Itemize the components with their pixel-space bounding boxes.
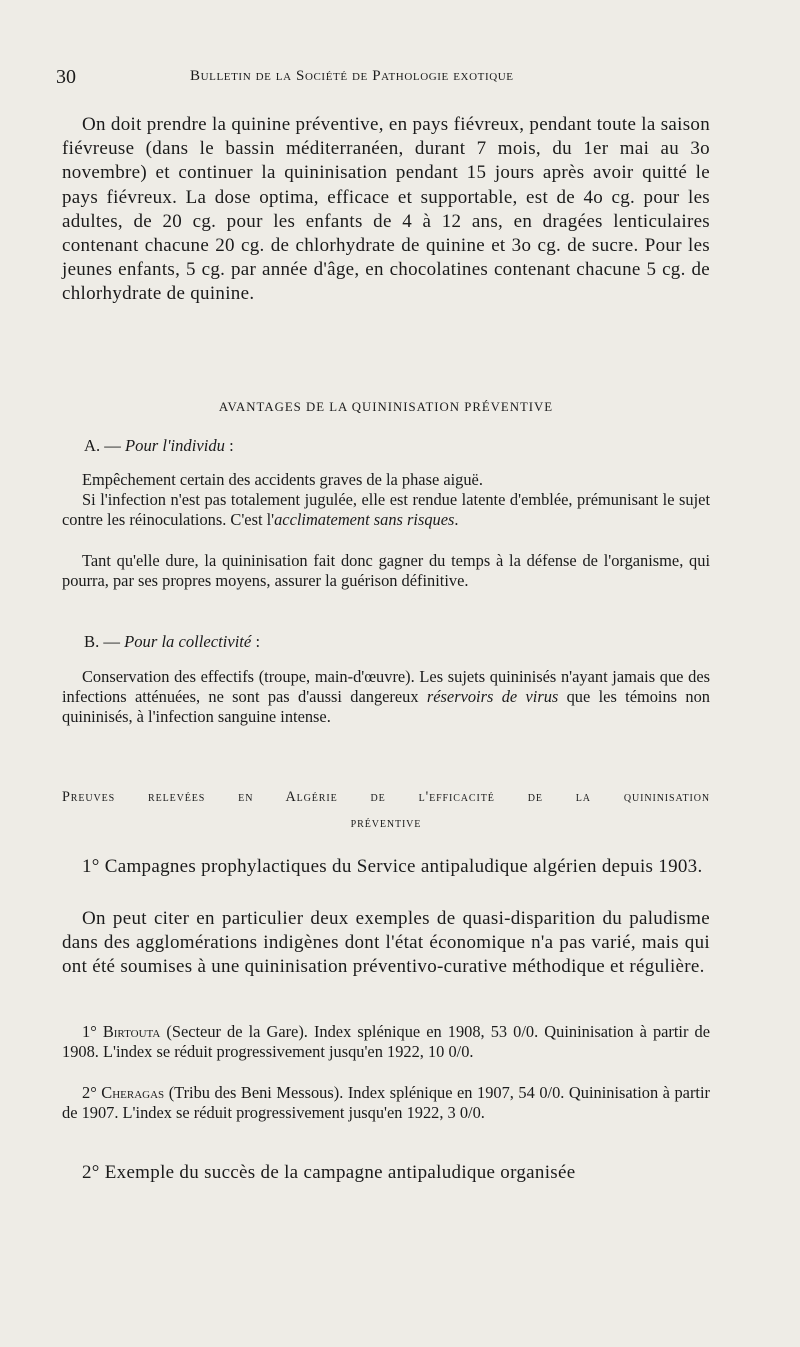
subheading-prefix: B. — [84, 632, 125, 651]
proof-item-1-paragraph: On peut citer en particulier deux exemples de quasi-disparition du paludisme dans des agglomérations indigènes dont l'état économique n'a pas varié, mais qui ont été soumises à une quininisation préventivo-curative méthodique et régulière. [62, 908, 710, 978]
subheading-suffix: : [251, 632, 261, 651]
example-text: (Tribu des Beni Messous). Index splénique en 1907, 54 0/0. Quininisation à partir de 1907. L'index se réduit progressivement jusqu'en 1922, 3 0/0. [62, 1083, 710, 1123]
advantage-a-paragraph-1: Empêchement certain des accidents graves de la phase aiguë. [82, 470, 483, 489]
section-title-line-2: préventive [350, 815, 422, 831]
section-title-line-1: Preuves relevées en Algérie de l'efficacité de la quininisation [62, 789, 710, 805]
subheading-prefix: A. — [84, 436, 126, 455]
page-number: 30 [56, 66, 76, 88]
proof-item-1: 1° Campagnes prophylactiques du Service antipaludique algérien depuis 1903. [82, 856, 703, 877]
page-header [40, 66, 740, 92]
text-run: que les témoins non quininisés, à l'infection sanguine intense. [62, 687, 710, 727]
example-birtouta [62, 1022, 710, 1062]
subheading-label: Pour la collectivité [124, 632, 252, 651]
proof-item-2: 2° Exemple du succès de la campagne antipaludique organisée [82, 1162, 576, 1183]
example-cheragas [62, 1083, 710, 1123]
advantage-a-paragraph-3: Tant qu'elle dure, la quininisation fait donc gagner du temps à la défense de l'organisme, qui pourra, par ses propres moyens, assurer la guérison définitive. [62, 551, 710, 591]
text-run: Si l'infection n'est pas totalement jugulée, elle est rendue latente d'emblée, prémunisant le sujet contre les réinoculations. C'est l' [62, 490, 710, 530]
text-run: . [454, 510, 459, 530]
example-number: 2° [82, 1083, 102, 1102]
example-text: (Secteur de la Gare). Index splénique en 1908, 53 0/0. Quininisation à partir de 1908. L'index se réduit progressivement jusqu'en 1922, 10 0/0. [62, 1022, 710, 1062]
text-run: Conservation des effectifs (troupe, main-d'œuvre). Les sujets quininisés n'ayant jamais que des infections atténuées, ne sont pas d'aussi dangereux [62, 667, 710, 707]
intro-paragraph: On doit prendre la quinine préventive, en pays fiévreux, pendant toute la saison fiévreuse (dans le bassin méditerranéen, durant 7 mois, du 1er mai au 3o novembre) et continuer la quininisation pendant 15 jours après avoir quitté le pays fiévreux. La dose optima, efficace et supportable, est de 4o cg. pour les adultes, de 20 cg. pour les enfants de 4 à 12 ans, en dragées lenticulaires contenant chacune 20 cg. de chlorhydrate de quinine et 3o cg. de sucre. Pour les jeunes enfants, 5 cg. par année d'âge, en chocolatines contenant chacune 5 cg. de chlorhydrate de quinine. [62, 114, 710, 305]
advantage-a-paragraph-2 [62, 490, 710, 530]
example-place: Birtouta [102, 1022, 161, 1041]
italic-term: acclimatement sans risques [274, 510, 455, 530]
subheading-suffix: : [224, 436, 234, 455]
section-title-proofs [62, 784, 710, 836]
example-number: 1° [82, 1022, 103, 1041]
subheading-collectivity [84, 632, 260, 652]
running-title: Bulletin de la Société de Pathologie exotique [190, 68, 514, 84]
advantage-b-paragraph [62, 667, 710, 728]
example-place: Cheragas [101, 1083, 165, 1102]
italic-term: réservoirs de virus [426, 687, 559, 707]
subheading-individual [84, 436, 234, 456]
section-heading-advantages: AVANTAGES DE LA QUININISATION PRÉVENTIVE [218, 400, 554, 414]
subheading-label: Pour l'individu [125, 436, 225, 455]
